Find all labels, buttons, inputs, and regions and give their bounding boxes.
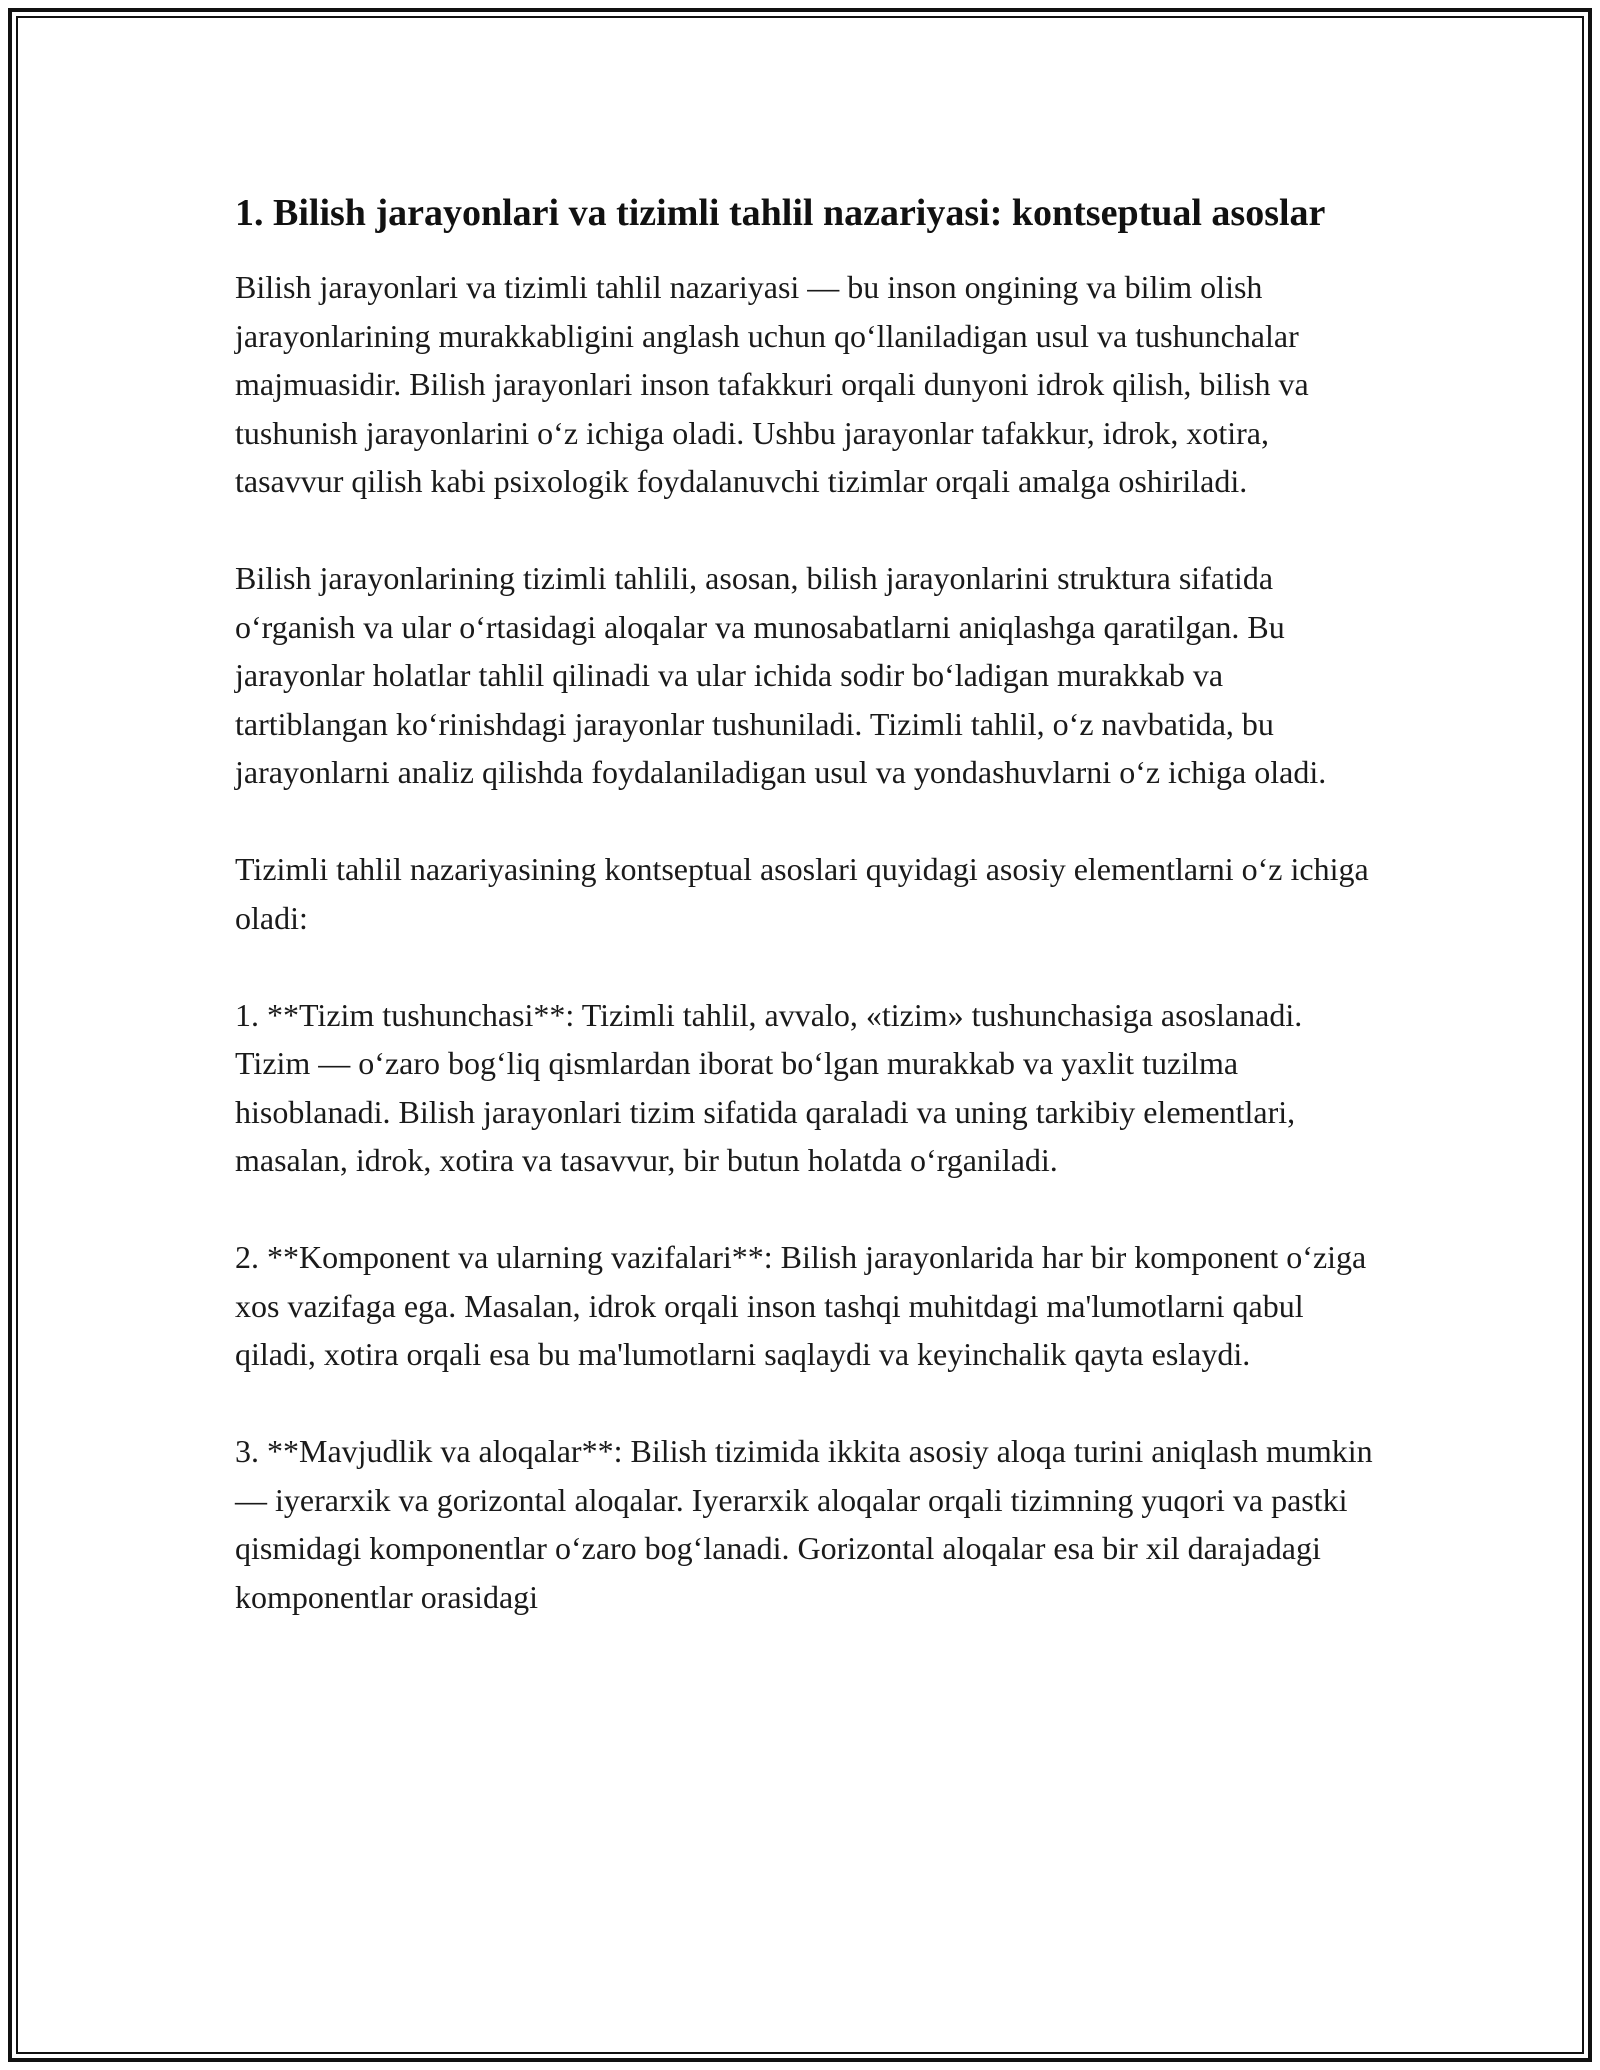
list-item-connections: 3. **Mavjudlik va aloqalar**: Bilish tizimida ikkita asosiy aloqa turini aniqlash mumkin — iyerarxik va gorizontal aloqalar. Iyerarxik aloqalar orqali tizimning yuqori va pastki qismidagi komponentlar o‘zaro bog‘lanadi. Gorizontal aloqalar esa bir xil darajadagi komponentlar orasidagi xyxy=(235,1433,1373,1615)
paragraph-foundations-lead: Tizimli tahlil nazariyasining kontseptual asoslari quyidagi asosiy elementlarni o‘z ichiga oladi: xyxy=(235,851,1369,936)
document-body xyxy=(235,185,1375,1621)
section-heading: 1. Bilish jarayonlari va tizimli tahlil nazariyasi: kontseptual asoslar xyxy=(235,192,1326,234)
list-item-system-concept: 1. **Tizim tushunchasi**: Tizimli tahlil, avvalo, «tizim» tushunchasiga asoslanadi. Tizim — o‘zaro bog‘liq qismlardan iborat bo‘lgan murakkab va yaxlit tuzilma hisoblanadi. Bilish jarayonlari tizim sifatida qaraladi va uning tarkibiy elementlari, masalan, idrok, xotira va tasavvur, bir butun holatda o‘rganiladi. xyxy=(235,996,1303,1178)
list-item-components: 2. **Komponent va ularning vazifalari**: Bilish jarayonlarida har bir komponent o‘ziga xos vazifaga ega. Masalan, idrok orqali inson tashqi muhitdagi ma'lumotlarni qabul qiladi, xotira orqali esa bu ma'lumotlarni saqlaydi va keyinchalik qayta eslaydi. xyxy=(235,1239,1367,1372)
paragraph-intro: Bilish jarayonlari va tizimli tahlil nazariyasi — bu inson ongining va bilim olish jarayonlarining murakkabligini anglash uchun qo‘llaniladigan usul va tushunchalar majmuasidir. Bilish jarayonlari inson tafakkuri orqali dunyoni idrok qilish, bilish va tushunish jarayonlarini o‘z ichiga oladi. Ushbu jarayonlar tafakkur, idrok, xotira, tasavvur qilish kabi psixologik foydalanuvchi tizimlar orqali amalga oshiriladi. xyxy=(235,269,1309,499)
paragraph-systemic-analysis: Bilish jarayonlarining tizimli tahlili, asosan, bilish jarayonlarini struktura sifatida o‘rganish va ular o‘rtasidagi aloqalar va munosabatlarni aniqlashga qaratilgan. Bu jarayonlar holatlar tahlil qilinadi va ular ichida sodir bo‘ladigan murakkab va tartiblangan ko‘rinishdagi jarayonlar tushuniladi. Tizimli tahlil, o‘z navbatida, bu jarayonlarni analiz qilishda foydalaniladigan usul va yondashuvlarni o‘z ichiga oladi. xyxy=(235,560,1327,790)
